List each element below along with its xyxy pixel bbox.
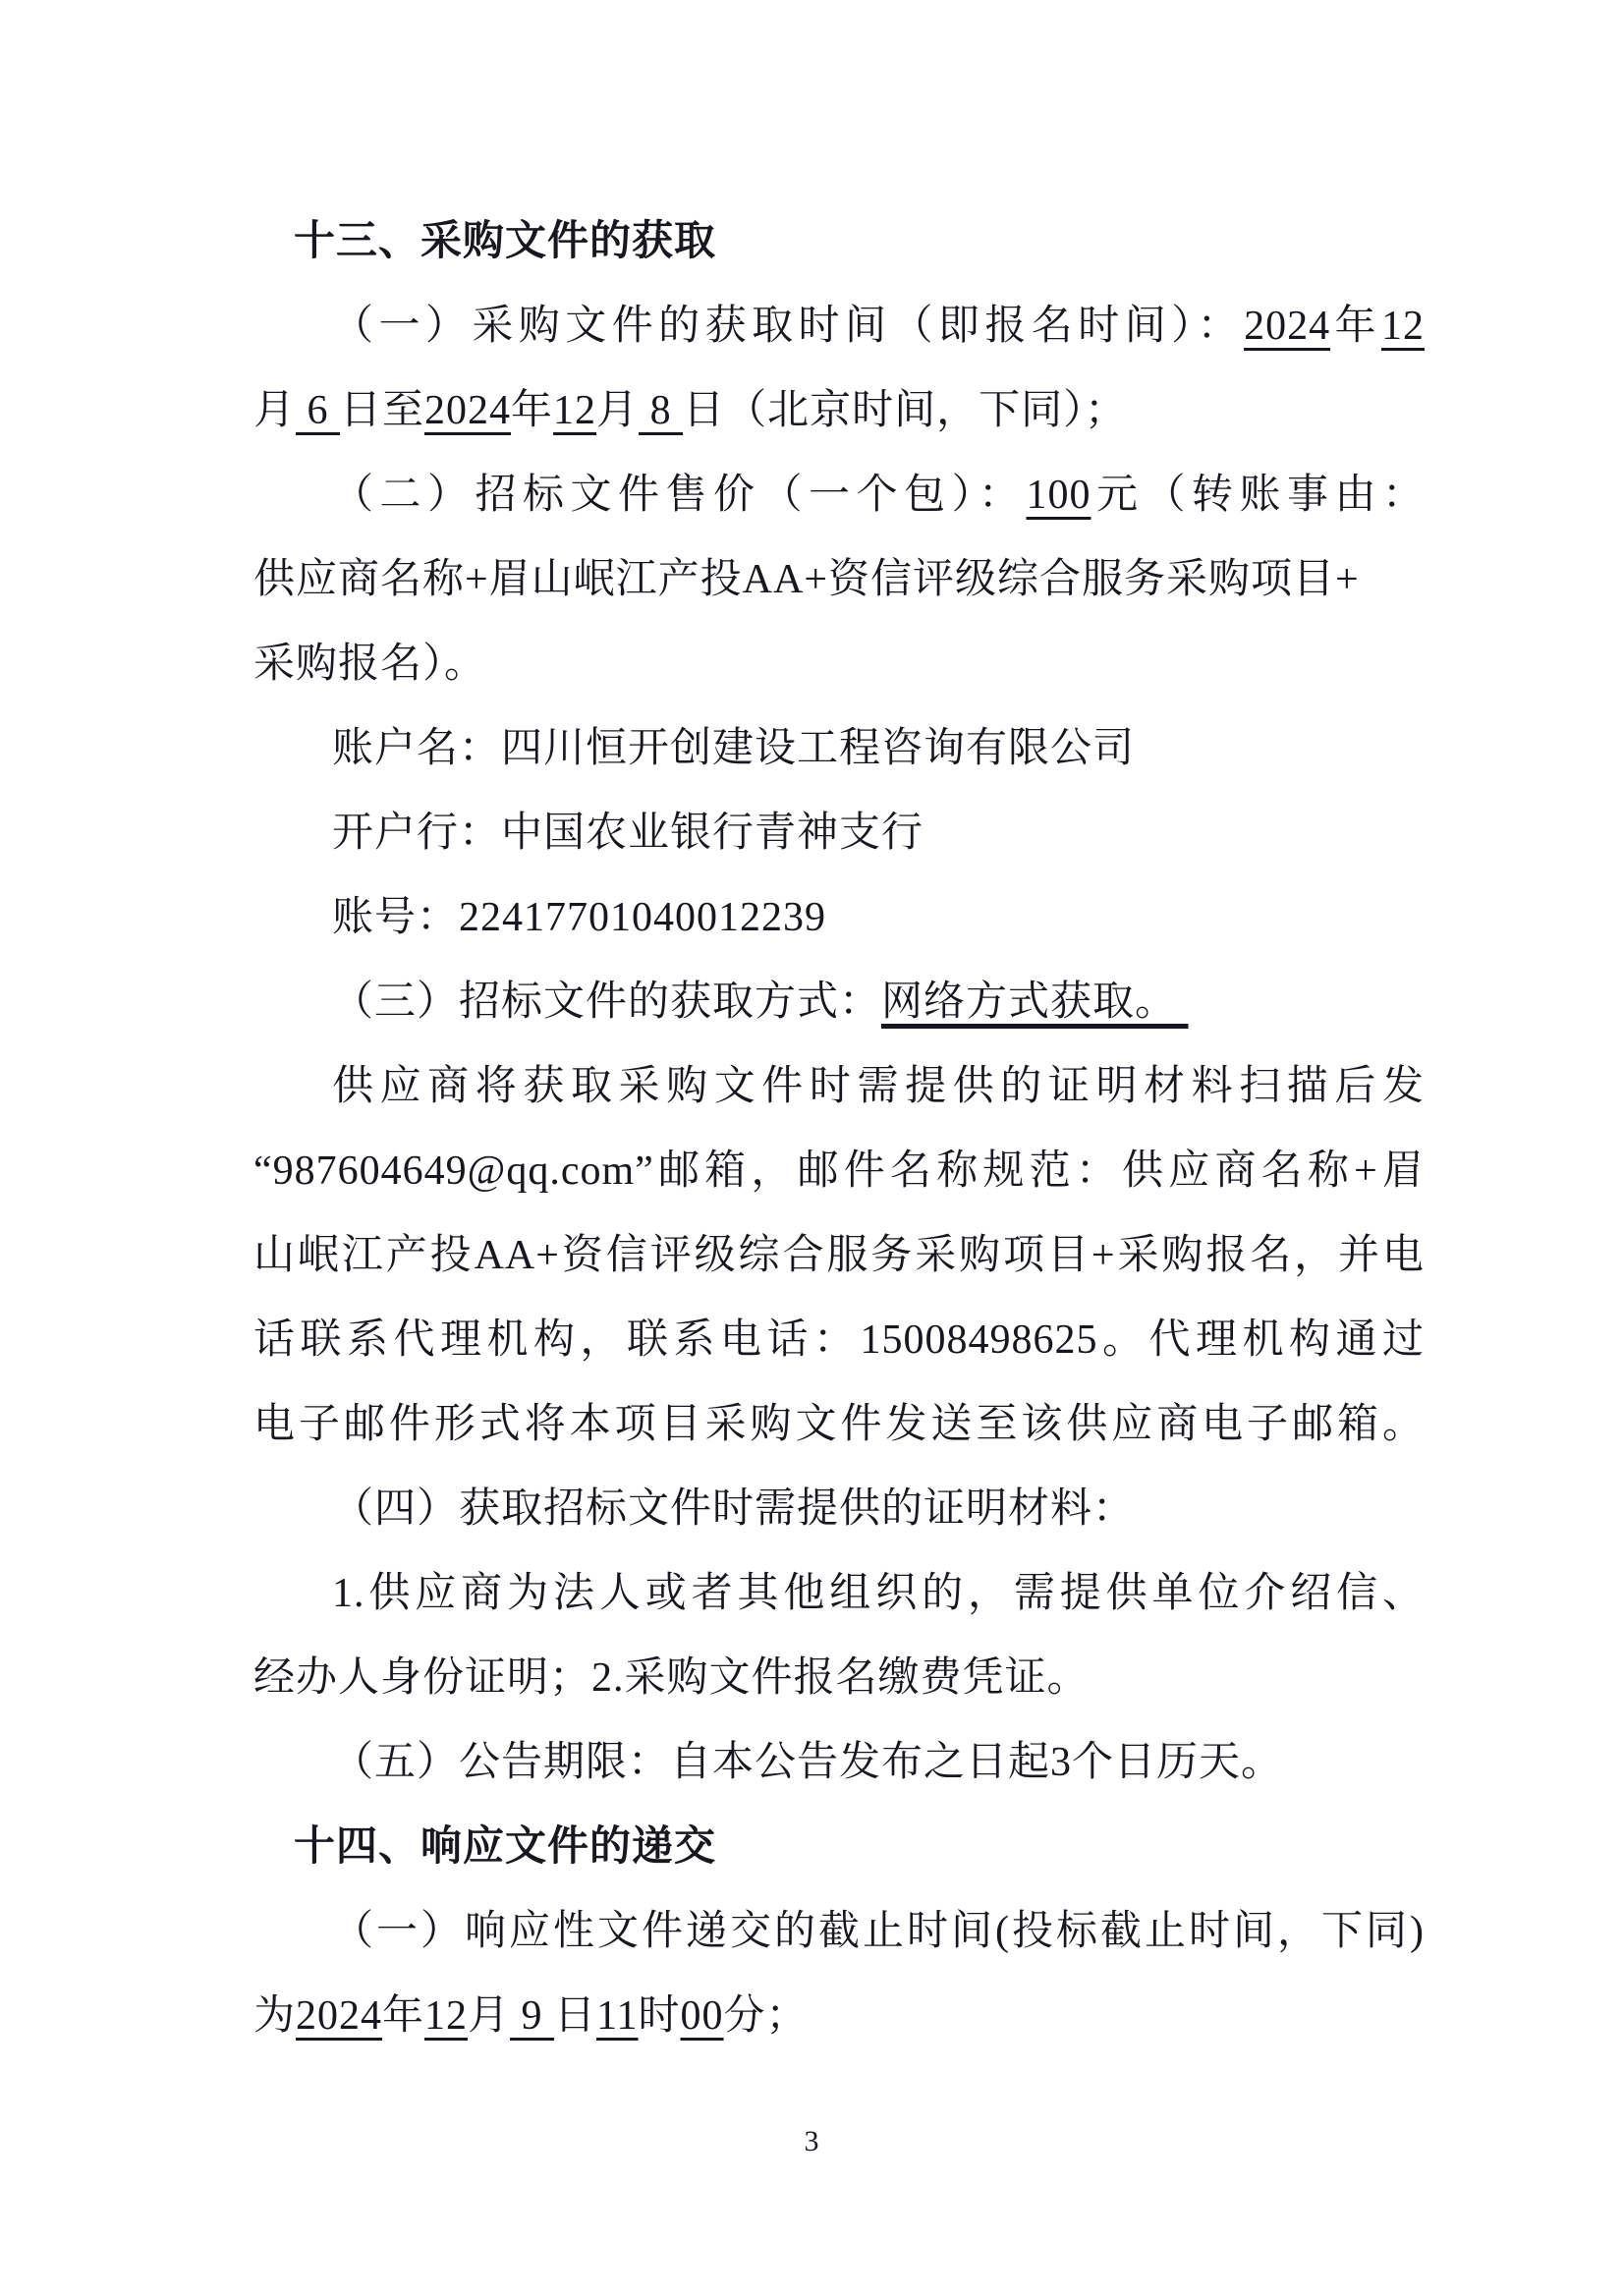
- text-line: [253, 1129, 1425, 1213]
- text-segment: 供应商将获取采购文件时需提供的证明材料扫描后发: [332, 1064, 1425, 1109]
- text-line: [253, 1720, 1425, 1805]
- text-segment: 山岷江产投AA+资信评级综合服务采购项目+采购报名，并电: [253, 1233, 1425, 1278]
- underlined-text: 2024: [424, 388, 512, 433]
- text-segment: （五）公告期限：自本公告发布之日起3个日历天。: [332, 1740, 1284, 1785]
- text-segment: 时: [638, 1993, 681, 2039]
- text-segment: 月: [468, 1993, 511, 2039]
- text-segment: 话联系代理机构，联系电话：15008498625。代理机构通过: [253, 1317, 1425, 1363]
- text-segment: 账户名：四川恒开创建设工程咨询有限公司: [332, 726, 1136, 771]
- text-line: [253, 1382, 1425, 1467]
- text-line: [253, 1636, 1425, 1720]
- text-segment: 日至: [340, 388, 425, 433]
- underlined-text: 12: [1381, 304, 1425, 349]
- page-number: 3: [804, 2125, 819, 2157]
- underlined-text: 12: [424, 1993, 469, 2039]
- underlined-text: 8: [639, 388, 684, 433]
- underlined-text: 9: [510, 1993, 555, 2039]
- text-segment: 账号：22417701040012239: [332, 895, 827, 940]
- text-line: [253, 537, 1425, 622]
- text-segment: （一）采购文件的获取时间（即报名时间）：: [332, 304, 1245, 349]
- text-segment: 1.供应商为法人或者其他组织的，需提供单位介绍信、: [332, 1571, 1425, 1616]
- underlined-text: 00: [680, 1993, 724, 2039]
- underlined-text: 12: [553, 388, 597, 433]
- text-segment: 月: [253, 388, 297, 433]
- text-segment: 元（转账事由：: [1091, 473, 1425, 518]
- text-line: [253, 1974, 1425, 2058]
- text-line: [253, 453, 1425, 537]
- text-segment: （三）招标文件的获取方式：: [332, 980, 882, 1025]
- text-segment: 供应商名称+眉山岷江产投AA+资信评级综合服务采购项目+: [253, 557, 1360, 602]
- underlined-text: 2024: [296, 1993, 383, 2039]
- text-line: [253, 1044, 1425, 1129]
- text-segment: （一）响应性文件递交的截止时间(投标截止时间，下同): [332, 1909, 1425, 1954]
- section-heading: [253, 199, 1425, 284]
- text-line: [253, 1213, 1425, 1298]
- text-line: [253, 1889, 1425, 1974]
- text-segment: 十三、采购文件的获取: [294, 219, 717, 264]
- underlined-text: 2024: [1244, 304, 1331, 349]
- text-line: [253, 1298, 1425, 1382]
- text-segment: 年: [511, 388, 554, 433]
- text-segment: 采购报名）。: [253, 642, 487, 687]
- text-segment: （四）获取招标文件时需提供的证明材料：: [332, 1486, 1136, 1532]
- text-segment: 为: [253, 1993, 297, 2039]
- text-segment: 经办人身份证明；2.采购文件报名缴费凭证。: [253, 1655, 1090, 1701]
- text-segment: 日（北京时间，下同）；: [683, 388, 1128, 433]
- text-line: [253, 1467, 1425, 1551]
- page-footer: [0, 2122, 1623, 2161]
- text-line: [253, 875, 1425, 960]
- text-segment: 月: [596, 388, 640, 433]
- underlined-text: 6: [296, 388, 341, 433]
- text-line: [253, 960, 1425, 1044]
- section-heading: [253, 1805, 1425, 1889]
- underlined-text: 100: [1026, 473, 1091, 518]
- text-segment: “987604649@qq.com”邮箱，邮件名称规范：供应商名称+眉: [253, 1148, 1425, 1194]
- document-body: [253, 199, 1425, 2058]
- text-segment: （二）招标文件售价（一个包）：: [332, 473, 1027, 518]
- text-segment: 日: [554, 1993, 597, 2039]
- text-line: [253, 1551, 1425, 1636]
- text-segment: 年: [1330, 304, 1381, 349]
- text-line: [253, 791, 1425, 875]
- text-segment: 电子邮件形式将本项目采购文件发送至该供应商电子邮箱。: [253, 1402, 1425, 1447]
- text-line: [253, 368, 1425, 453]
- text-segment: 分；: [723, 1993, 809, 2039]
- text-line: [253, 622, 1425, 706]
- underlined-text: 11: [596, 1993, 639, 2039]
- text-segment: 十四、响应文件的递交: [294, 1824, 717, 1870]
- text-segment: 年: [382, 1993, 425, 2039]
- underlined-text: 网络方式获取。: [881, 980, 1189, 1025]
- text-line: [253, 706, 1425, 791]
- text-line: [253, 284, 1425, 368]
- text-segment: 开户行：中国农业银行青神支行: [332, 811, 924, 856]
